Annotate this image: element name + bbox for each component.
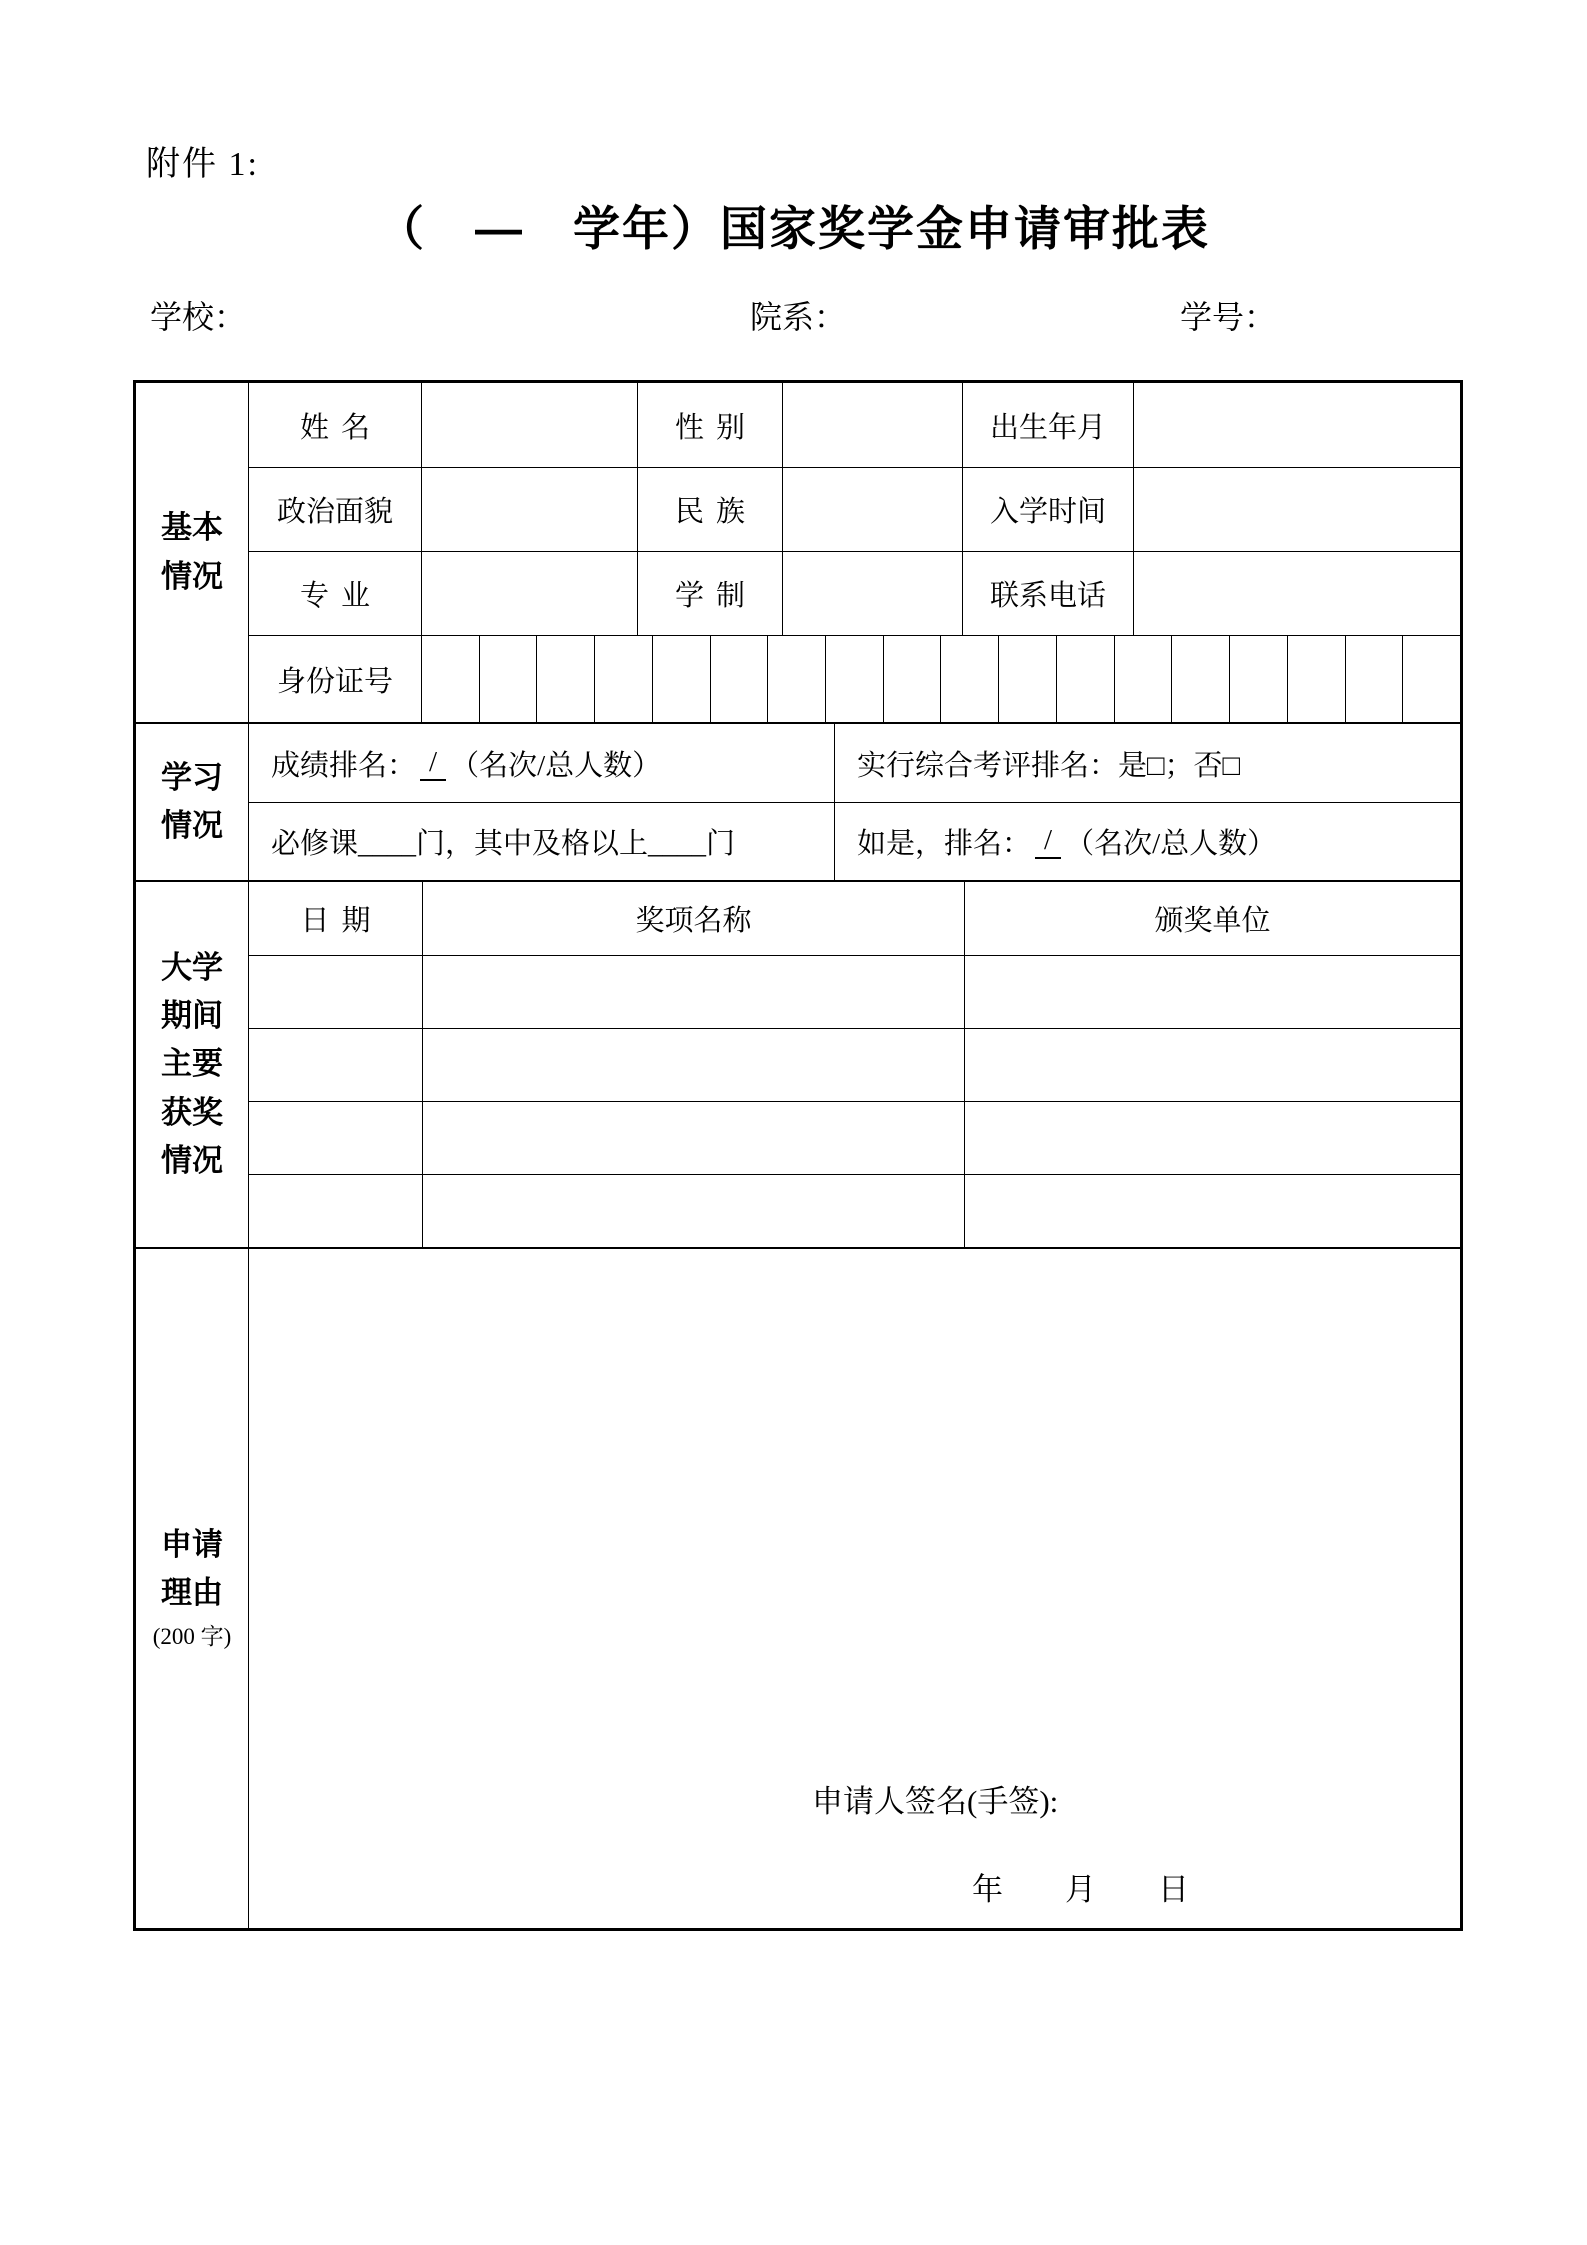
award-empty-row — [249, 1174, 1460, 1247]
award-issuer-cell — [964, 1029, 1460, 1101]
political-status-label: 政治面貌 — [276, 496, 393, 528]
id-digit-cell — [1229, 636, 1287, 722]
enrollment-date-value-cell — [1133, 468, 1460, 551]
id-digit-cell — [536, 636, 594, 722]
basic-info-section-label — [136, 383, 249, 722]
if-yes-rank-cell — [834, 803, 1460, 880]
grade-rank-blank: / — [420, 746, 446, 781]
section-label-line: 大学 — [161, 950, 223, 986]
id-digit-cell — [479, 636, 537, 722]
comprehensive-eval-cell — [834, 724, 1460, 802]
major-value-cell — [421, 552, 637, 635]
word-limit-note: (200 字) — [152, 1624, 232, 1649]
gender-value-cell — [782, 383, 962, 467]
id-digit-cell — [767, 636, 825, 722]
section-label-line: 情况 — [161, 808, 223, 843]
major-label: 专业 — [299, 580, 382, 612]
table-row — [249, 802, 1460, 880]
award-date-cell — [249, 956, 422, 1028]
id-digit-cell — [940, 636, 998, 722]
grade-rank-suffix: （名次/总人数） — [450, 749, 662, 782]
id-digit-cell — [1402, 636, 1460, 722]
schooling-length-value-cell — [782, 552, 962, 635]
section-label-line: 获奖 — [161, 1094, 223, 1130]
comprehensive-eval-text: 实行综合考评排名：是□；否□ — [857, 749, 1241, 782]
application-reason-section — [136, 1247, 1460, 1928]
award-date-cell — [249, 1102, 422, 1174]
applicant-signature-label: 申请人签名(手签): — [812, 1784, 1059, 1819]
table-row — [249, 383, 1460, 467]
table-row — [249, 724, 1460, 802]
id-digit-cell — [825, 636, 883, 722]
award-empty-row — [249, 955, 1460, 1028]
date-line: 年 月 日 — [972, 1872, 1189, 1907]
ethnicity-label: 民族 — [637, 468, 782, 551]
political-status-value-cell — [421, 468, 637, 551]
id-digit-cell — [883, 636, 941, 722]
award-name-cell — [422, 956, 964, 1028]
department-label: 院系： — [750, 299, 847, 335]
enrollment-date-label: 入学时间 — [962, 468, 1133, 551]
student-id-label: 学号： — [1180, 299, 1277, 335]
award-issuer-cell — [964, 1102, 1460, 1174]
gender-label: 性别 — [637, 383, 782, 467]
name-value-cell — [421, 383, 637, 467]
application-reason-cell — [249, 1249, 1460, 1928]
award-date-header: 日期 — [300, 905, 383, 937]
study-info-section — [136, 722, 1460, 880]
section-label-line: 申请 — [161, 1526, 223, 1562]
required-courses-text: 必修课____门，其中及格以上____门 — [271, 828, 736, 860]
award-issuer-cell — [964, 1175, 1460, 1247]
id-digit-cell — [998, 636, 1056, 722]
award-date-cell — [249, 1029, 422, 1101]
if-yes-rank-prefix: 如是，排名： — [857, 828, 1032, 860]
award-issuer-header: 颁奖单位 — [964, 882, 1460, 955]
award-empty-row — [249, 1101, 1460, 1174]
birthdate-value-cell — [1133, 383, 1460, 467]
section-label-line: 期间 — [161, 998, 223, 1034]
id-digit-cell — [594, 636, 652, 722]
form-title: （ — 学年）国家奖学金申请审批表 — [377, 202, 1210, 255]
table-row — [249, 467, 1460, 551]
grade-rank-cell — [249, 724, 834, 802]
award-issuer-cell — [964, 956, 1460, 1028]
id-digit-cell — [1056, 636, 1114, 722]
study-info-section-label — [136, 724, 249, 880]
section-label-line: 基本 — [161, 510, 223, 546]
attachment-label: 附件 1: — [146, 146, 259, 183]
award-name-cell — [422, 1175, 964, 1247]
id-digit-cell — [652, 636, 710, 722]
id-digit-cell — [710, 636, 768, 722]
award-name-cell — [422, 1102, 964, 1174]
id-digit-cell — [1345, 636, 1403, 722]
award-name-header: 奖项名称 — [422, 882, 964, 955]
id-digit-cell — [1287, 636, 1345, 722]
if-yes-rank-suffix: （名次/总人数） — [1065, 828, 1277, 860]
schooling-length-label: 学制 — [637, 552, 782, 635]
birthdate-label: 出生年月 — [962, 383, 1133, 467]
id-digit-cell — [421, 636, 479, 722]
id-number-label: 身份证号 — [276, 665, 393, 698]
application-reason-section-label — [136, 1249, 249, 1928]
table-row — [249, 551, 1460, 635]
grade-rank-prefix: 成绩排名： — [271, 749, 417, 782]
id-number-row — [249, 635, 1460, 722]
phone-value-cell — [1133, 552, 1460, 635]
name-label: 姓名 — [299, 411, 382, 444]
if-yes-rank-blank: / — [1035, 824, 1061, 859]
required-courses-cell — [249, 803, 834, 880]
id-digit-cell — [1171, 636, 1229, 722]
award-empty-row — [249, 1028, 1460, 1101]
basic-info-section — [136, 383, 1460, 722]
application-form-table — [133, 380, 1463, 1931]
section-label-line: 情况 — [161, 558, 223, 594]
section-label-line: 主要 — [161, 1046, 223, 1082]
school-label: 学校： — [150, 299, 247, 335]
id-digit-cell — [1114, 636, 1172, 722]
awards-section — [136, 880, 1460, 1247]
section-label-line: 理由 — [161, 1574, 223, 1610]
section-label-line: 学习 — [161, 759, 223, 795]
award-name-cell — [422, 1029, 964, 1101]
awards-section-label — [136, 882, 249, 1247]
phone-label: 联系电话 — [962, 552, 1133, 635]
awards-header-row — [249, 882, 1460, 955]
ethnicity-value-cell — [782, 468, 962, 551]
section-label-line: 情况 — [161, 1142, 223, 1178]
award-date-cell — [249, 1175, 422, 1247]
